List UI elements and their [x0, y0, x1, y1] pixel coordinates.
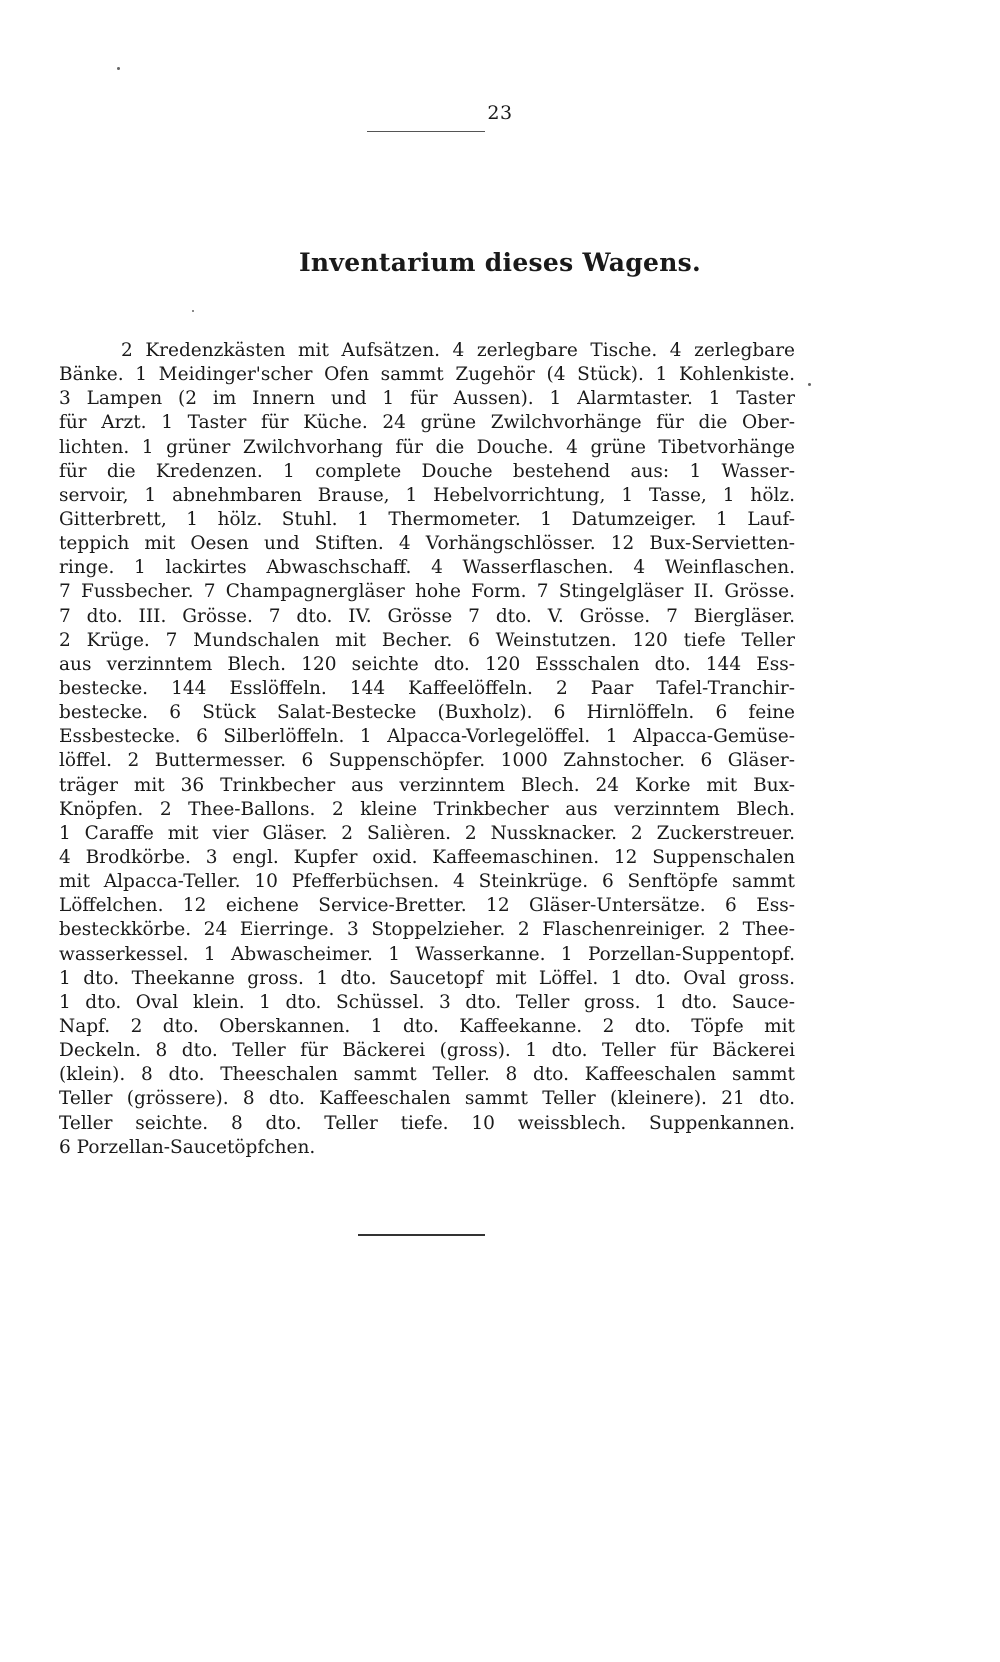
text-line: löffel. 2 Buttermesser. 6 Suppenschöpfer. 1000 Zahnstocher. 6 Gläser- — [59, 750, 795, 772]
text-line: Löffelchen. 12 eichene Service-Bretter. 12 Gläser-Untersätze. 6 Ess- — [59, 895, 795, 917]
page-title: Inventarium dieses Wagens. — [298, 248, 702, 277]
scan-speck — [117, 67, 120, 70]
text-line: bestecke. 144 Esslöffeln. 144 Kaffeelöffeln. 2 Paar Tafel-Tranchir- — [59, 677, 795, 699]
text-line: (klein). 8 dto. Theeschalen sammt Teller. 8 dto. Kaffeeschalen sammt — [59, 1064, 795, 1086]
text-line: Knöpfen. 2 Thee-Ballons. 2 kleine Trinkbecher aus verzinntem Blech. — [59, 798, 795, 820]
text-line: besteckkörbe. 24 Eierringe. 3 Stoppelzieher. 2 Flaschenreiniger. 2 Thee- — [59, 919, 795, 941]
text-line: Teller seichte. 8 dto. Teller tiefe. 10 weissblech. Suppenkannen. — [59, 1112, 795, 1134]
scan-speck — [192, 310, 194, 312]
text-line: servoir, 1 abnehmbaren Brause, 1 Hebelvorrichtung, 1 Tasse, 1 hölz. — [59, 484, 795, 506]
text-line: 6 Porzellan-Saucetöpfchen. — [59, 1136, 316, 1158]
text-line: träger mit 36 Trinkbecher aus verzinntem Blech. 24 Korke mit Bux- — [59, 774, 795, 796]
text-line: Gitterbrett, 1 hölz. Stuhl. 1 Thermometer. 1 Datumzeiger. 1 Lauf- — [59, 508, 795, 530]
text-line: 3 Lampen (2 im Innern und 1 für Aussen). 1 Alarmtaster. 1 Taster — [59, 388, 795, 410]
text-line: 2 Kredenzkästen mit Aufsätzen. 4 zerlegbare Tische. 4 zerlegbare — [121, 340, 795, 361]
text-line: Bänke. 1 Meidinger'scher Ofen sammt Zugehör (4 Stück). 1 Kohlenkiste. — [59, 364, 795, 386]
text-line: 7 dto. III. Grösse. 7 dto. IV. Grösse 7 dto. V. Grösse. 7 Biergläser. — [59, 605, 795, 627]
text-line: Napf. 2 dto. Oberskannen. 1 dto. Kaffeekanne. 2 dto. Töpfe mit — [59, 1015, 795, 1037]
text-line: für die Kredenzen. 1 complete Douche bestehend aus: 1 Wasser- — [59, 460, 795, 482]
text-line: ringe. 1 lackirtes Abwaschschaff. 4 Wasserflaschen. 4 Weinflaschen. — [59, 557, 795, 579]
header-rule — [367, 131, 485, 132]
text-line: 1 dto. Oval klein. 1 dto. Schüssel. 3 dto. Teller gross. 1 dto. Sauce- — [59, 991, 795, 1013]
text-line: bestecke. 6 Stück Salat-Bestecke (Buxholz). 6 Hirnlöffeln. 6 feine — [59, 702, 795, 724]
text-line: 1 Caraffe mit vier Gläser. 2 Salièren. 2 Nussknacker. 2 Zuckerstreuer. — [59, 822, 795, 844]
text-line: 1 dto. Theekanne gross. 1 dto. Saucetopf mit Löffel. 1 dto. Oval gross. — [59, 967, 795, 989]
text-line: teppich mit Oesen und Stiften. 4 Vorhängschlösser. 12 Bux-Servietten- — [59, 533, 795, 555]
text-line: Teller (grössere). 8 dto. Kaffeeschalen sammt Teller (kleinere). 21 dto. — [59, 1088, 795, 1110]
text-line: 4 Brodkörbe. 3 engl. Kupfer oxid. Kaffeemaschinen. 12 Suppenschalen — [59, 846, 795, 868]
scan-speck — [808, 383, 811, 386]
text-line: Essbestecke. 6 Silberlöffeln. 1 Alpacca-Vorlegelöffel. 1 Alpacca-Gemüse- — [59, 726, 795, 748]
text-line: wasserkessel. 1 Abwascheimer. 1 Wasserkanne. 1 Porzellan-Suppentopf. — [59, 943, 795, 965]
inventory-paragraph — [59, 339, 795, 1160]
page-number: 23 — [487, 102, 513, 124]
text-line: lichten. 1 grüner Zwilchvorhang für die Douche. 4 grüne Tibetvorhänge — [59, 436, 795, 458]
text-line: Deckeln. 8 dto. Teller für Bäckerei (gross). 1 dto. Teller für Bäckerei — [59, 1040, 795, 1062]
text-line: aus verzinntem Blech. 120 seichte dto. 120 Essschalen dto. 144 Ess- — [59, 653, 795, 675]
text-line: 2 Krüge. 7 Mundschalen mit Becher. 6 Weinstutzen. 120 tiefe Teller — [59, 629, 795, 651]
closing-rule — [358, 1234, 485, 1236]
text-line: für Arzt. 1 Taster für Küche. 24 grüne Zwilchvorhänge für die Ober- — [59, 412, 795, 434]
text-line: 7 Fussbecher. 7 Champagnergläser hohe Form. 7 Stingelgläser II. Grösse. — [59, 581, 795, 603]
text-line: mit Alpacca-Teller. 10 Pfefferbüchsen. 4 Steinkrüge. 6 Senftöpfe sammt — [59, 871, 795, 893]
